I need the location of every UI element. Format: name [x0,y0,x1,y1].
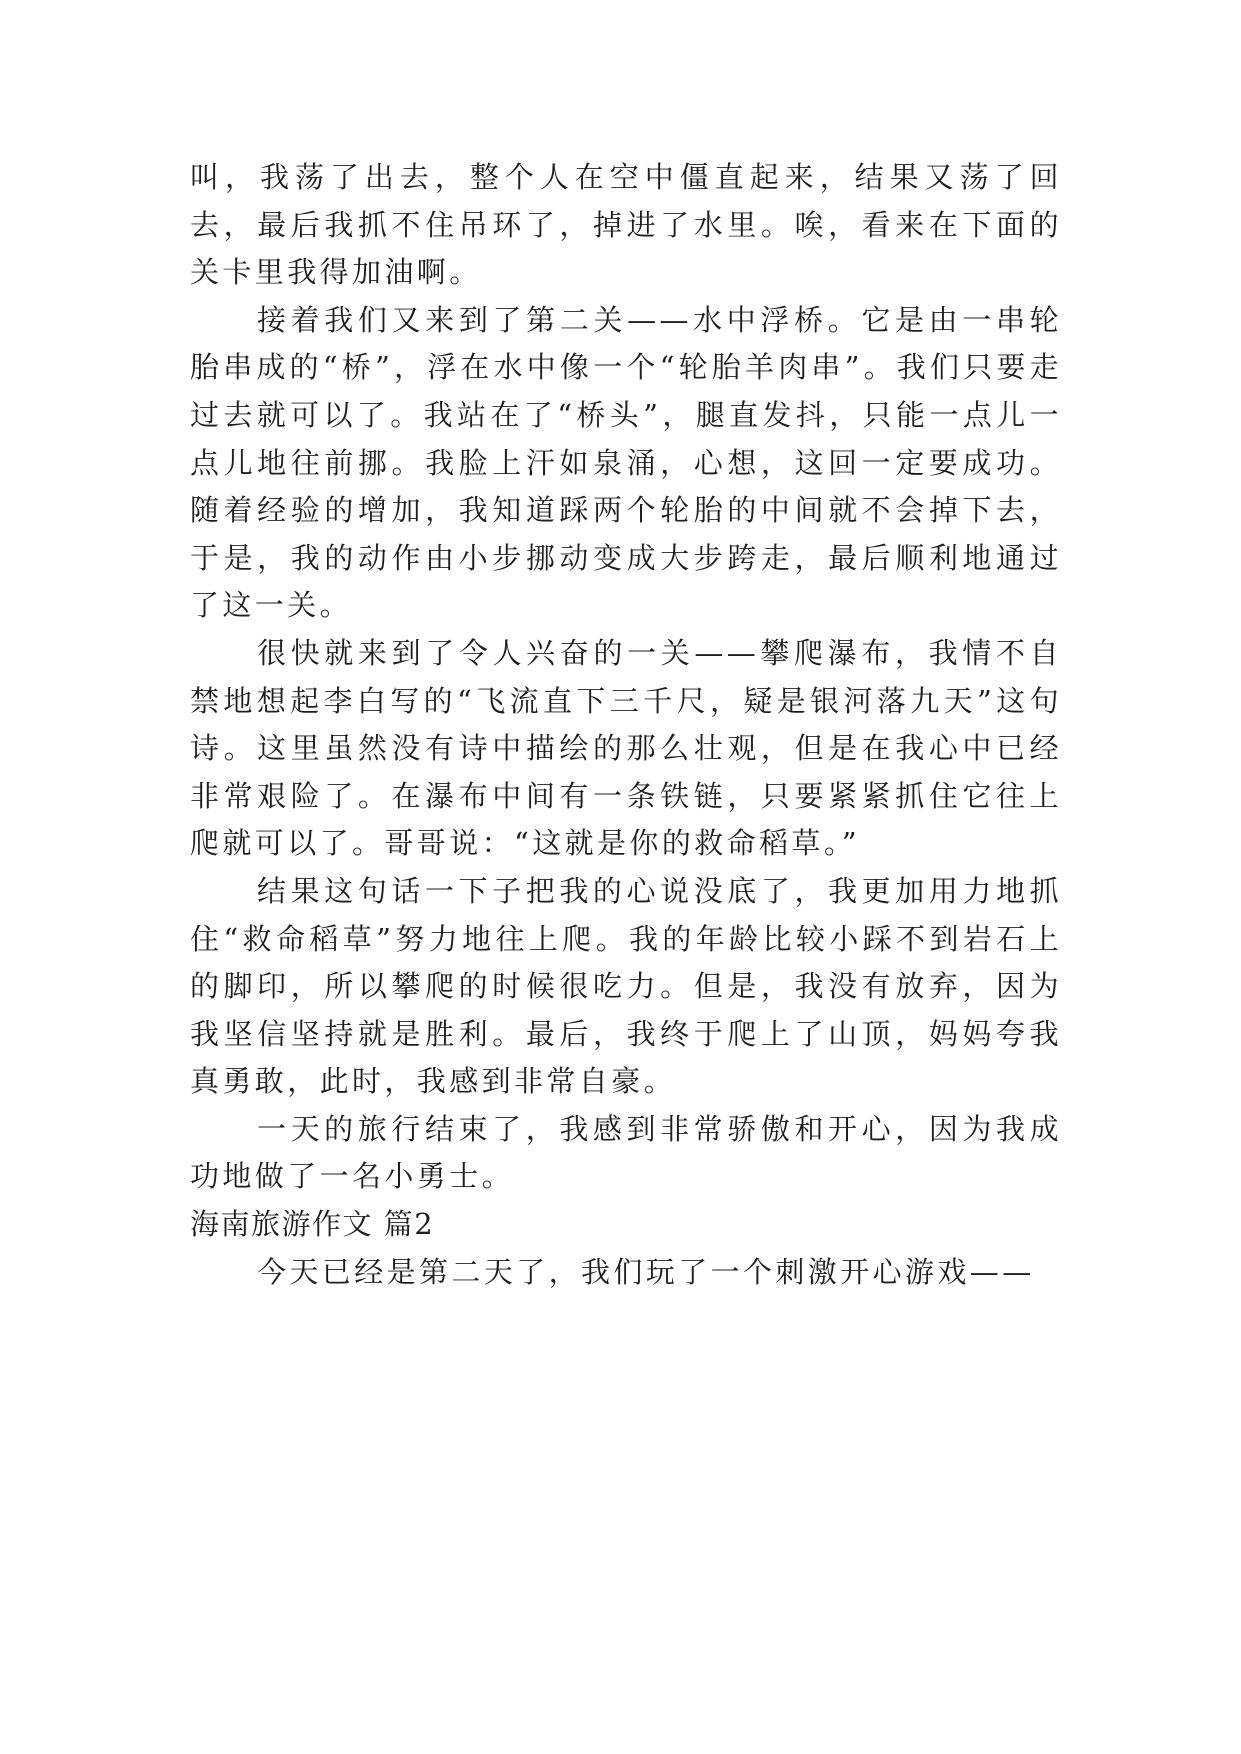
paragraph-ending: 一天的旅行结束了，我感到非常骄傲和开心，因为我成功地做了一名小勇士。 [190,1111,1062,1194]
paragraph-waterfall: 很快就来到了令人兴奋的一关——攀爬瀑布，我情不自禁地想起李白写的“飞流直下三千尺，疑是银河落九天”这句诗。这里虽然没有诗中描绘的那么壮观，但是在我心中已经非常艰险了。在瀑布中间有一条铁链，只要紧紧抓住它往上爬就可以了。哥哥说：“这就是你的救命稻草。” [190,635,1062,861]
paragraph-floating-bridge: 接着我们又来到了第二关——水中浮桥。它是由一串轮胎串成的“桥”，浮在水中像一个“轮胎羊肉串”。我们只要走过去就可以了。我站在了“桥头”，腿直发抖，只能一点儿一点儿地往前挪。我脸上汗如泉涌，心想，这回一定要成功。随着经验的增加，我知道踩两个轮胎的中间就不会掉下去，于是，我的动作由小步挪动变成大步跨走，最后顺利地通过了这一关。 [190,302,1062,623]
document-page [190,154,1062,1296]
section-heading: 海南旅游作文 篇2 [190,1207,435,1242]
paragraph-continuation: 叫，我荡了出去，整个人在空中僵直起来，结果又荡了回去，最后我抓不住吊环了，掉进了水里。唉，看来在下面的关卡里我得加油啊。 [190,160,1062,290]
paragraph-second-day: 今天已经是第二天了，我们玩了一个刺激开心游戏—— [257,1254,1035,1289]
paragraph-climbing: 结果这句话一下子把我的心说没底了，我更加用力地抓住“救命稻草”努力地往上爬。我的年龄比较小踩不到岩石上的脚印，所以攀爬的时候很吃力。但是，我没有放弃，因为我坚信坚持就是胜利。最后，我终于爬上了山顶，妈妈夸我真勇敢，此时，我感到非常自豪。 [190,873,1062,1099]
